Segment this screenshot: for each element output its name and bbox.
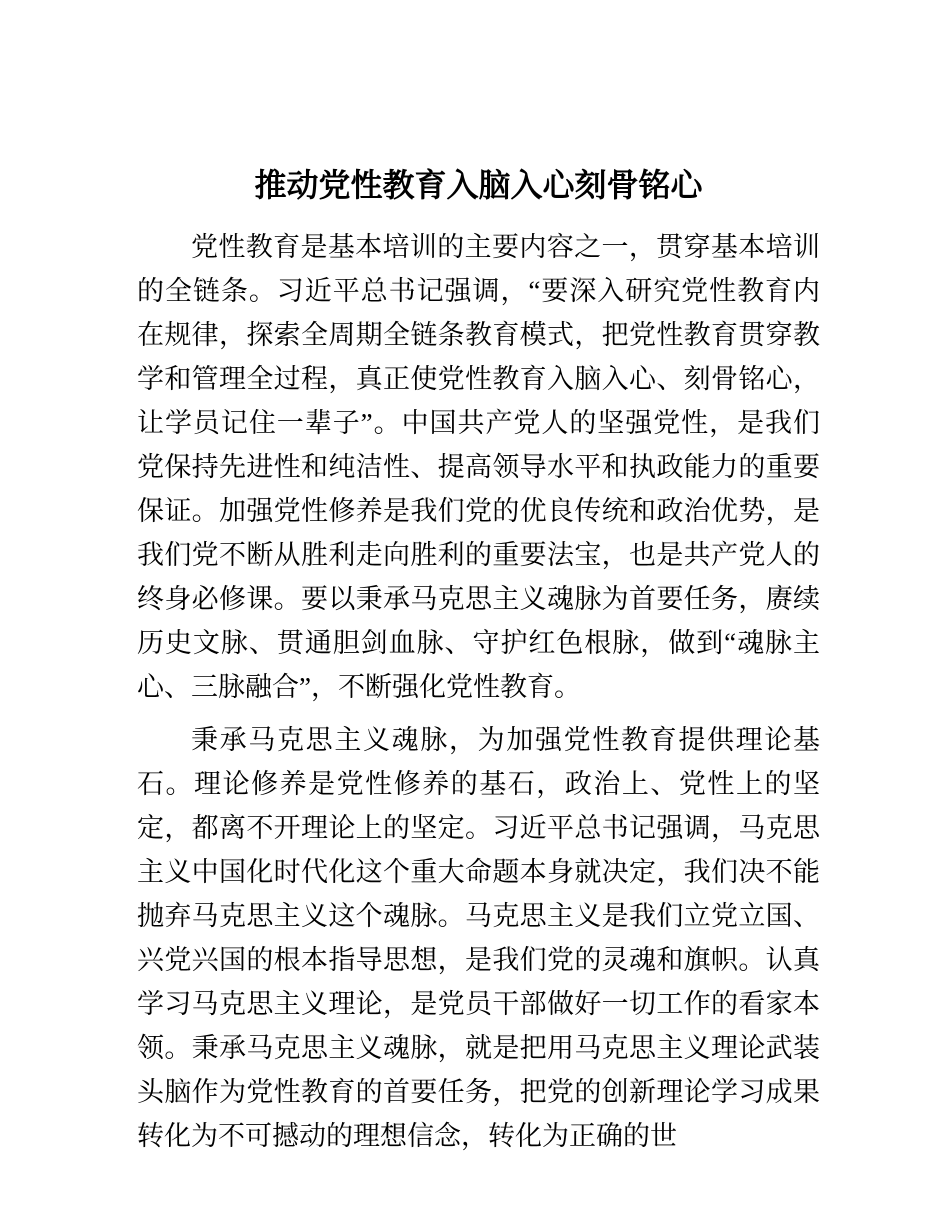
paragraph-2: 秉承马克思主义魂脉，为加强党性教育提供理论基石。理论修养是党性修养的基石，政治上、党性上的坚定，都离不开理论上的坚定。习近平总书记强调，马克思主义中国化时代化这个重大命题本身就决定，我们决不能抛弃马克思主义这个魂脉。马克思主义是我们立党立国、兴党兴国的根本指导思想，是我们党的灵魂和旗帜。认真学习马克思主义理论，是党员干部做好一切工作的看家本领。秉承马克思主义魂脉，就是把用马克思主义理论武装头脑作为党性教育的首要任务，把党的创新理论学习成果转化为不可撼动的理想信念，转化为正确的世 [137,725,820,1151]
paragraph-1: 党性教育是基本培训的主要内容之一，贯穿基本培训的全链条。习近平总书记强调，“要深入研究党性教育内在规律，探索全周期全链条教育模式，把党性教育贯穿教学和管理全过程，真正使党性教育入脑入心、刻骨铭心，让学员记住一辈子”。中国共产党人的坚强党性，是我们党保持先进性和纯洁性、提高领导水平和执政能力的重要保证。加强党性修养是我们党的优良传统和政治优势，是我们党不断从胜利走向胜利的重要法宝，也是共产党人的终身必修课。要以秉承马克思主义魂脉为首要任务，赓续历史文脉、贯通胆剑血脉、守护红色根脉，做到“魂脉主心、三脉融合”，不断强化党性教育。 [137,232,820,702]
document-title: 推动党性教育入脑入心刻骨铭心 [254,167,703,203]
document-body [137,225,820,1158]
